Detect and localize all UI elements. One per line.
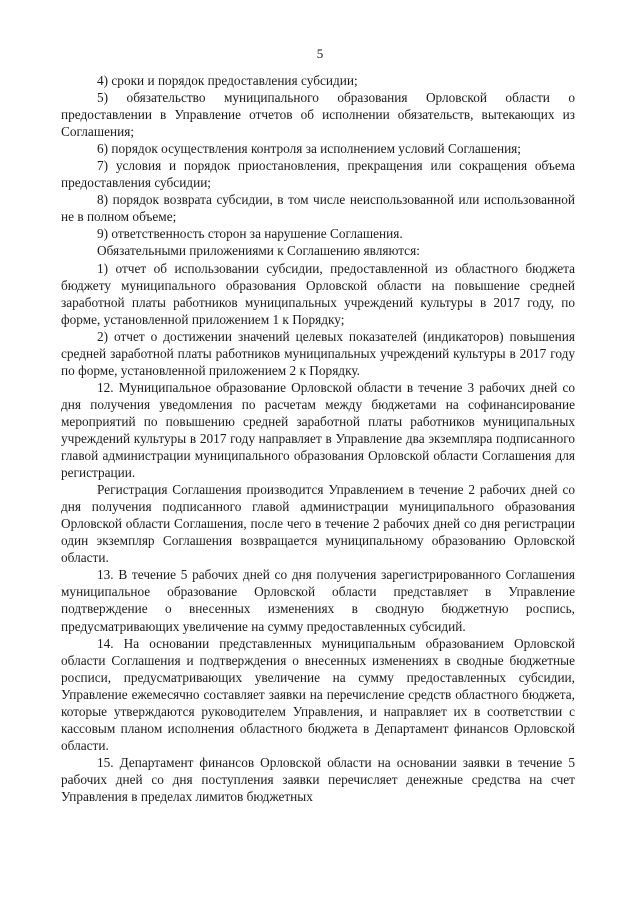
clause-13: 13. В течение 5 рабочих дней со дня получения зарегистрированного Соглашения муниципальное образование Орловской области представляет в Управление подтверждение о внесенных изменениях в сводную бюджетную роспись, предусматривающих увеличение на сумму предоставленных субсидий. xyxy=(61,567,575,634)
document-body xyxy=(61,72,575,805)
clause-12: 12. Муниципальное образование Орловской области в течение 3 рабочих дней со дня получения уведомления по расчетам между бюджетами на софинансирование мероприятий по повышению средней заработной платы работников муниципальных учреждений культуры в 2017 году направляет в Управление два экземпляра подписанного главой администрации муниципального образования Орловской области Соглашения для регистрации. xyxy=(61,379,575,481)
list-item-5: 5) обязательство муниципального образования Орловской области о предоставлении в Управление отчетов об исполнении обязательств, вытекающих из Соглашения; xyxy=(61,90,575,140)
appendices-intro: Обязательными приложениями к Соглашению являются: xyxy=(97,243,420,259)
appendix-item-2: 2) отчет о достижении значений целевых показателей (индикаторов) повышения средней заработной платы работников муниципальных учреждений культуры в 2017 году по форме, установленной приложением 2 к Порядку. xyxy=(61,328,575,378)
clause-14: 14. На основании представленных муниципальным образованием Орловской области Соглашения и подтверждения о внесенных изменениях в сводные бюджетные росписи, предусматривающих увеличение на сумму предоставленных субсидии, Управление ежемесячно составляет заявки на перечисление средств областного бюджета, которые утверждаются руководителем Управления, и направляет их в соответствии с кассовым планом исполнения областного бюджета в Департамент финансов Орловской области. xyxy=(61,635,575,753)
clause-12-registration: Регистрация Соглашения производится Управлением в течение 2 рабочих дней со дня получения подписанного главой администрации муниципального образования Орловской области Соглашения, после чего в течение 2 рабочих дней со дня регистрации один экземпляр Соглашения возвращается муниципальному образованию Орловской области. xyxy=(61,482,575,566)
list-item-7: 7) условия и порядок приостановления, прекращения или сокращения объема предоставления субсидии; xyxy=(61,158,575,191)
appendix-item-1: 1) отчет об использовании субсидии, предоставленной из областного бюджета бюджету муниципального образования Орловской области на повышение средней заработной платы работников муниципальных учреждений культуры в 2017 году, по форме, установленной приложением 1 к Порядку; xyxy=(61,260,575,327)
clause-15: 15. Департамент финансов Орловской области на основании заявки в течение 5 рабочих дней со дня поступления заявки перечисляет денежные средства на счет Управления в пределах лимитов бюджетных xyxy=(61,754,575,804)
list-item-6: 6) порядок осуществления контроля за исполнением условий Соглашения; xyxy=(97,141,521,157)
list-item-4: 4) сроки и порядок предоставления субсидии; xyxy=(97,73,358,88)
list-item-9: 9) ответственность сторон за нарушение Соглашения. xyxy=(97,226,403,242)
list-item-8: 8) порядок возврата субсидии, в том числе неиспользованной или использованной не в полном объеме; xyxy=(61,192,575,225)
page-number: 5 xyxy=(316,46,324,61)
